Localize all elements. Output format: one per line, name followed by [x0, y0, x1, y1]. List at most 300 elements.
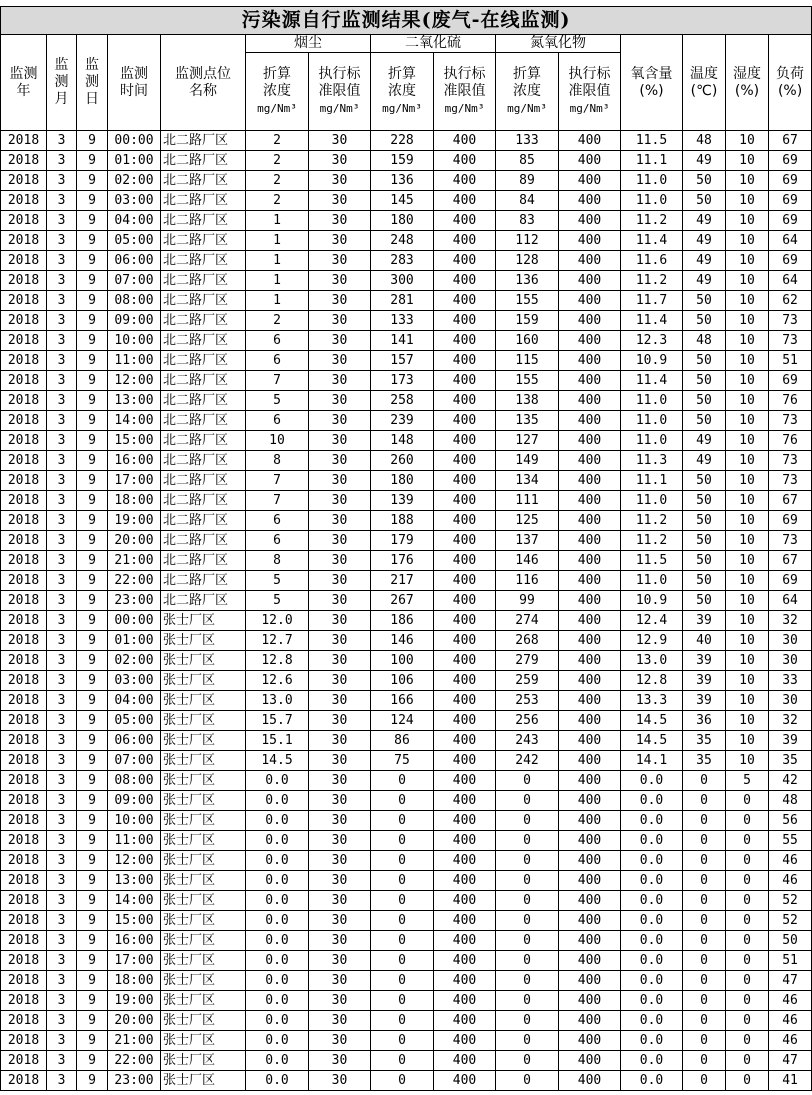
- cell-day: 9: [77, 591, 108, 611]
- cell-humidity: 10: [726, 731, 769, 751]
- cell-temp: 0: [683, 791, 726, 811]
- cell-dust-conc: 14.5: [246, 751, 309, 771]
- cell-oxygen: 11.1: [621, 471, 683, 491]
- cell-site: 北二路厂区: [161, 211, 246, 231]
- group-so2: 二氧化硫: [371, 35, 496, 53]
- cell-temp: 50: [683, 491, 726, 511]
- cell-month: 3: [47, 871, 77, 891]
- cell-dust-conc: 0.0: [246, 811, 309, 831]
- cell-nox-conc: 0: [496, 991, 559, 1011]
- cell-nox-limit: 400: [559, 131, 621, 151]
- cell-so2-conc: 180: [371, 471, 434, 491]
- cell-temp: 49: [683, 451, 726, 471]
- cell-humidity: 10: [726, 351, 769, 371]
- cell-nox-conc: 89: [496, 171, 559, 191]
- cell-oxygen: 0.0: [621, 791, 683, 811]
- table-row: [1, 491, 812, 511]
- cell-dust-limit: 30: [309, 331, 371, 351]
- cell-dust-limit: 30: [309, 791, 371, 811]
- cell-so2-limit: 400: [434, 1051, 496, 1071]
- cell-so2-conc: 157: [371, 351, 434, 371]
- cell-so2-limit: 400: [434, 131, 496, 151]
- cell-site: 张士厂区: [161, 631, 246, 651]
- cell-nox-limit: 400: [559, 391, 621, 411]
- cell-day: 9: [77, 871, 108, 891]
- cell-temp: 50: [683, 571, 726, 591]
- cell-dust-conc: 5: [246, 591, 309, 611]
- cell-nox-limit: 400: [559, 471, 621, 491]
- table-row: [1, 171, 812, 191]
- cell-so2-conc: 100: [371, 651, 434, 671]
- cell-time: 15:00: [108, 431, 161, 451]
- cell-so2-conc: 179: [371, 531, 434, 551]
- cell-dust-conc: 0.0: [246, 1071, 309, 1091]
- cell-dust-limit: 30: [309, 431, 371, 451]
- cell-so2-conc: 124: [371, 711, 434, 731]
- cell-dust-limit: 30: [309, 571, 371, 591]
- cell-oxygen: 0.0: [621, 951, 683, 971]
- cell-oxygen: 0.0: [621, 971, 683, 991]
- cell-dust-conc: 0.0: [246, 1031, 309, 1051]
- cell-site: 北二路厂区: [161, 311, 246, 331]
- cell-day: 9: [77, 811, 108, 831]
- cell-nox-limit: 400: [559, 531, 621, 551]
- cell-time: 01:00: [108, 631, 161, 651]
- cell-so2-conc: 0: [371, 971, 434, 991]
- cell-time: 07:00: [108, 751, 161, 771]
- cell-humidity: 0: [726, 1011, 769, 1031]
- cell-year: 2018: [1, 731, 47, 751]
- cell-oxygen: 11.4: [621, 311, 683, 331]
- cell-so2-limit: 400: [434, 651, 496, 671]
- table-row: [1, 591, 812, 611]
- cell-year: 2018: [1, 751, 47, 771]
- cell-dust-conc: 12.0: [246, 611, 309, 631]
- cell-so2-conc: 0: [371, 791, 434, 811]
- cell-so2-limit: 400: [434, 511, 496, 531]
- cell-day: 9: [77, 251, 108, 271]
- cell-dust-conc: 0.0: [246, 911, 309, 931]
- cell-oxygen: 11.0: [621, 571, 683, 591]
- cell-dust-conc: 0.0: [246, 971, 309, 991]
- cell-humidity: 10: [726, 451, 769, 471]
- cell-temp: 0: [683, 1031, 726, 1051]
- header-so2-conc: 折算 浓度 mg/Nm³: [371, 53, 434, 131]
- cell-dust-conc: 1: [246, 231, 309, 251]
- cell-so2-conc: 0: [371, 1031, 434, 1051]
- cell-so2-conc: 0: [371, 851, 434, 871]
- cell-humidity: 10: [726, 531, 769, 551]
- cell-dust-limit: 30: [309, 931, 371, 951]
- table-row: [1, 831, 812, 851]
- cell-year: 2018: [1, 951, 47, 971]
- cell-dust-conc: 15.7: [246, 711, 309, 731]
- cell-so2-conc: 239: [371, 411, 434, 431]
- cell-dust-limit: 30: [309, 1011, 371, 1031]
- cell-year: 2018: [1, 331, 47, 351]
- cell-temp: 35: [683, 731, 726, 751]
- cell-load: 69: [769, 371, 812, 391]
- cell-time: 23:00: [108, 1071, 161, 1091]
- table-row: [1, 651, 812, 671]
- cell-day: 9: [77, 851, 108, 871]
- cell-humidity: 10: [726, 431, 769, 451]
- cell-so2-limit: 400: [434, 991, 496, 1011]
- cell-nox-conc: 0: [496, 951, 559, 971]
- cell-so2-limit: 400: [434, 851, 496, 871]
- cell-year: 2018: [1, 671, 47, 691]
- cell-load: 56: [769, 811, 812, 831]
- cell-load: 67: [769, 131, 812, 151]
- cell-temp: 49: [683, 271, 726, 291]
- cell-day: 9: [77, 771, 108, 791]
- cell-day: 9: [77, 391, 108, 411]
- cell-oxygen: 0.0: [621, 871, 683, 891]
- cell-load: 69: [769, 571, 812, 591]
- cell-month: 3: [47, 1011, 77, 1031]
- cell-dust-limit: 30: [309, 131, 371, 151]
- cell-nox-conc: 125: [496, 511, 559, 531]
- cell-month: 3: [47, 231, 77, 251]
- cell-load: 69: [769, 151, 812, 171]
- cell-dust-limit: 30: [309, 831, 371, 851]
- cell-temp: 50: [683, 551, 726, 571]
- table-row: [1, 411, 812, 431]
- cell-day: 9: [77, 691, 108, 711]
- cell-month: 3: [47, 351, 77, 371]
- cell-month: 3: [47, 771, 77, 791]
- cell-humidity: 0: [726, 851, 769, 871]
- cell-time: 16:00: [108, 931, 161, 951]
- cell-so2-conc: 139: [371, 491, 434, 511]
- cell-nox-limit: 400: [559, 231, 621, 251]
- cell-nox-limit: 400: [559, 651, 621, 671]
- monitoring-table: [0, 6, 812, 1091]
- cell-time: 02:00: [108, 651, 161, 671]
- cell-dust-limit: 30: [309, 351, 371, 371]
- cell-nox-limit: 400: [559, 511, 621, 531]
- cell-year: 2018: [1, 191, 47, 211]
- cell-month: 3: [47, 251, 77, 271]
- cell-nox-limit: 400: [559, 731, 621, 751]
- cell-dust-conc: 1: [246, 251, 309, 271]
- table-row: [1, 371, 812, 391]
- cell-so2-limit: 400: [434, 971, 496, 991]
- cell-year: 2018: [1, 831, 47, 851]
- cell-nox-limit: 400: [559, 751, 621, 771]
- cell-so2-limit: 400: [434, 291, 496, 311]
- cell-dust-limit: 30: [309, 811, 371, 831]
- cell-month: 3: [47, 131, 77, 151]
- cell-oxygen: 12.3: [621, 331, 683, 351]
- cell-nox-limit: 400: [559, 911, 621, 931]
- cell-load: 67: [769, 491, 812, 511]
- cell-humidity: 10: [726, 751, 769, 771]
- cell-humidity: 10: [726, 571, 769, 591]
- cell-year: 2018: [1, 511, 47, 531]
- cell-day: 9: [77, 651, 108, 671]
- cell-year: 2018: [1, 611, 47, 631]
- cell-so2-limit: 400: [434, 331, 496, 351]
- cell-month: 3: [47, 551, 77, 571]
- cell-day: 9: [77, 831, 108, 851]
- table-row: [1, 511, 812, 531]
- cell-temp: 35: [683, 751, 726, 771]
- cell-so2-conc: 0: [371, 991, 434, 1011]
- cell-nox-limit: 400: [559, 491, 621, 511]
- table-row: [1, 911, 812, 931]
- cell-day: 9: [77, 751, 108, 771]
- cell-dust-limit: 30: [309, 531, 371, 551]
- cell-month: 3: [47, 431, 77, 451]
- cell-dust-limit: 30: [309, 871, 371, 891]
- cell-dust-conc: 1: [246, 211, 309, 231]
- cell-dust-limit: 30: [309, 471, 371, 491]
- table-row: [1, 671, 812, 691]
- cell-year: 2018: [1, 651, 47, 671]
- cell-site: 张士厂区: [161, 711, 246, 731]
- table-body: [1, 131, 812, 1091]
- table-row: [1, 891, 812, 911]
- cell-nox-conc: 136: [496, 271, 559, 291]
- cell-time: 08:00: [108, 771, 161, 791]
- table-row: [1, 311, 812, 331]
- cell-time: 05:00: [108, 231, 161, 251]
- cell-nox-limit: 400: [559, 611, 621, 631]
- cell-so2-limit: 400: [434, 191, 496, 211]
- cell-month: 3: [47, 451, 77, 471]
- cell-so2-conc: 136: [371, 171, 434, 191]
- cell-temp: 0: [683, 851, 726, 871]
- cell-so2-conc: 283: [371, 251, 434, 271]
- cell-load: 39: [769, 731, 812, 751]
- cell-time: 21:00: [108, 551, 161, 571]
- cell-month: 3: [47, 791, 77, 811]
- cell-day: 9: [77, 451, 108, 471]
- table-row: [1, 451, 812, 471]
- header-so2-limit: 执行标 准限值 mg/Nm³: [434, 53, 496, 131]
- cell-day: 9: [77, 491, 108, 511]
- cell-month: 3: [47, 931, 77, 951]
- cell-dust-limit: 30: [309, 1071, 371, 1091]
- cell-dust-limit: 30: [309, 171, 371, 191]
- cell-temp: 0: [683, 991, 726, 1011]
- cell-nox-limit: 400: [559, 811, 621, 831]
- cell-oxygen: 13.0: [621, 651, 683, 671]
- cell-load: 47: [769, 1051, 812, 1071]
- cell-so2-limit: 400: [434, 911, 496, 931]
- cell-month: 3: [47, 591, 77, 611]
- cell-dust-conc: 0.0: [246, 991, 309, 1011]
- cell-dust-limit: 30: [309, 851, 371, 871]
- table-row: [1, 811, 812, 831]
- cell-nox-conc: 259: [496, 671, 559, 691]
- cell-so2-conc: 180: [371, 211, 434, 231]
- cell-oxygen: 11.0: [621, 391, 683, 411]
- cell-month: 3: [47, 751, 77, 771]
- cell-month: 3: [47, 271, 77, 291]
- cell-nox-conc: 0: [496, 971, 559, 991]
- cell-so2-limit: 400: [434, 411, 496, 431]
- cell-so2-conc: 0: [371, 931, 434, 951]
- cell-nox-conc: 134: [496, 471, 559, 491]
- cell-day: 9: [77, 191, 108, 211]
- table-row: [1, 931, 812, 951]
- table-row: [1, 291, 812, 311]
- cell-year: 2018: [1, 531, 47, 551]
- cell-load: 52: [769, 891, 812, 911]
- cell-dust-conc: 5: [246, 391, 309, 411]
- cell-humidity: 10: [726, 651, 769, 671]
- cell-humidity: 0: [726, 911, 769, 931]
- cell-temp: 49: [683, 431, 726, 451]
- cell-oxygen: 0.0: [621, 1071, 683, 1091]
- cell-nox-limit: 400: [559, 551, 621, 571]
- cell-dust-limit: 30: [309, 971, 371, 991]
- cell-so2-limit: 400: [434, 631, 496, 651]
- cell-site: 北二路厂区: [161, 351, 246, 371]
- cell-dust-limit: 30: [309, 911, 371, 931]
- cell-site: 北二路厂区: [161, 131, 246, 151]
- cell-temp: 50: [683, 391, 726, 411]
- cell-month: 3: [47, 651, 77, 671]
- cell-year: 2018: [1, 971, 47, 991]
- cell-dust-limit: 30: [309, 1031, 371, 1051]
- cell-nox-limit: 400: [559, 931, 621, 951]
- cell-dust-limit: 30: [309, 731, 371, 751]
- cell-dust-conc: 0.0: [246, 771, 309, 791]
- cell-oxygen: 10.9: [621, 351, 683, 371]
- cell-humidity: 5: [726, 771, 769, 791]
- cell-site: 北二路厂区: [161, 431, 246, 451]
- cell-so2-limit: 400: [434, 571, 496, 591]
- cell-temp: 50: [683, 351, 726, 371]
- cell-month: 3: [47, 191, 77, 211]
- cell-so2-limit: 400: [434, 791, 496, 811]
- cell-nox-limit: 400: [559, 331, 621, 351]
- cell-so2-conc: 0: [371, 891, 434, 911]
- cell-year: 2018: [1, 1011, 47, 1031]
- cell-humidity: 0: [726, 891, 769, 911]
- cell-month: 3: [47, 311, 77, 331]
- table-row: [1, 971, 812, 991]
- cell-time: 09:00: [108, 791, 161, 811]
- header-dust-conc: 折算 浓度 mg/Nm³: [246, 53, 309, 131]
- table-row: [1, 271, 812, 291]
- table-row: [1, 771, 812, 791]
- cell-dust-conc: 1: [246, 271, 309, 291]
- cell-so2-conc: 0: [371, 1011, 434, 1031]
- group-nox: 氮氧化物: [496, 35, 621, 53]
- cell-load: 35: [769, 751, 812, 771]
- cell-oxygen: 11.3: [621, 451, 683, 471]
- cell-nox-limit: 400: [559, 711, 621, 731]
- cell-temp: 0: [683, 931, 726, 951]
- cell-site: 张士厂区: [161, 731, 246, 751]
- cell-humidity: 0: [726, 971, 769, 991]
- cell-nox-limit: 400: [559, 831, 621, 851]
- cell-dust-conc: 0.0: [246, 951, 309, 971]
- cell-time: 08:00: [108, 291, 161, 311]
- header-nox-conc: 折算 浓度 mg/Nm³: [496, 53, 559, 131]
- cell-dust-conc: 6: [246, 331, 309, 351]
- cell-dust-conc: 8: [246, 551, 309, 571]
- cell-day: 9: [77, 1011, 108, 1031]
- cell-oxygen: 11.0: [621, 191, 683, 211]
- cell-temp: 0: [683, 811, 726, 831]
- cell-month: 3: [47, 851, 77, 871]
- cell-dust-conc: 0.0: [246, 891, 309, 911]
- cell-time: 20:00: [108, 531, 161, 551]
- cell-humidity: 10: [726, 391, 769, 411]
- cell-dust-limit: 30: [309, 511, 371, 531]
- cell-oxygen: 0.0: [621, 891, 683, 911]
- cell-load: 51: [769, 351, 812, 371]
- cell-nox-conc: 0: [496, 1071, 559, 1091]
- cell-humidity: 10: [726, 711, 769, 731]
- cell-nox-limit: 400: [559, 1031, 621, 1051]
- cell-dust-conc: 7: [246, 371, 309, 391]
- cell-nox-conc: 253: [496, 691, 559, 711]
- cell-oxygen: 12.9: [621, 631, 683, 651]
- cell-site: 张士厂区: [161, 1011, 246, 1031]
- cell-humidity: 0: [726, 1031, 769, 1051]
- cell-time: 03:00: [108, 191, 161, 211]
- cell-humidity: 10: [726, 211, 769, 231]
- cell-dust-conc: 12.8: [246, 651, 309, 671]
- header-dust-limit: 执行标 准限值 mg/Nm³: [309, 53, 371, 131]
- cell-so2-conc: 106: [371, 671, 434, 691]
- cell-load: 33: [769, 671, 812, 691]
- cell-nox-conc: 268: [496, 631, 559, 651]
- cell-so2-conc: 188: [371, 511, 434, 531]
- cell-so2-limit: 400: [434, 351, 496, 371]
- table-row: [1, 631, 812, 651]
- cell-time: 04:00: [108, 691, 161, 711]
- cell-dust-limit: 30: [309, 891, 371, 911]
- header-year: 监测 年: [1, 35, 47, 131]
- cell-year: 2018: [1, 131, 47, 151]
- cell-site: 北二路厂区: [161, 571, 246, 591]
- cell-nox-conc: 146: [496, 551, 559, 571]
- cell-year: 2018: [1, 311, 47, 331]
- cell-nox-limit: 400: [559, 851, 621, 871]
- table-row: [1, 1011, 812, 1031]
- cell-humidity: 0: [726, 1071, 769, 1091]
- cell-day: 9: [77, 131, 108, 151]
- cell-dust-limit: 30: [309, 451, 371, 471]
- cell-temp: 50: [683, 291, 726, 311]
- table-row: [1, 391, 812, 411]
- cell-so2-conc: 75: [371, 751, 434, 771]
- cell-year: 2018: [1, 431, 47, 451]
- cell-nox-limit: 400: [559, 671, 621, 691]
- cell-humidity: 10: [726, 551, 769, 571]
- cell-month: 3: [47, 491, 77, 511]
- cell-temp: 0: [683, 1071, 726, 1091]
- cell-day: 9: [77, 471, 108, 491]
- cell-temp: 48: [683, 131, 726, 151]
- cell-load: 73: [769, 471, 812, 491]
- cell-time: 19:00: [108, 511, 161, 531]
- cell-nox-conc: 111: [496, 491, 559, 511]
- cell-oxygen: 0.0: [621, 931, 683, 951]
- cell-nox-conc: 0: [496, 851, 559, 871]
- cell-dust-conc: 1: [246, 291, 309, 311]
- cell-year: 2018: [1, 851, 47, 871]
- cell-oxygen: 0.0: [621, 771, 683, 791]
- cell-temp: 0: [683, 971, 726, 991]
